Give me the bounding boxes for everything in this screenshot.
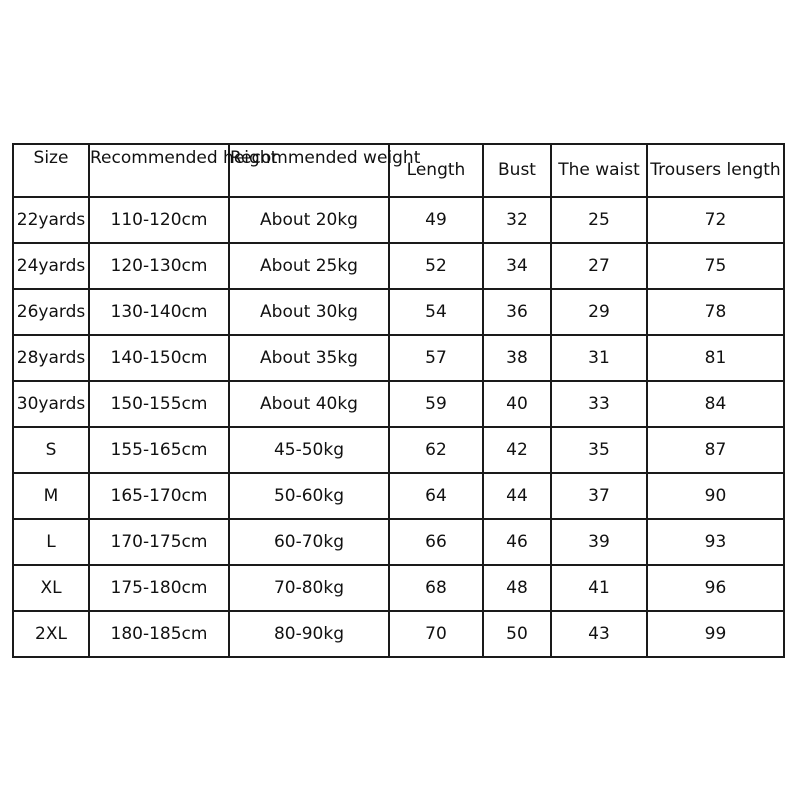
cell-bust: 42 xyxy=(483,427,551,473)
cell-weight: About 20kg xyxy=(229,197,389,243)
cell-waist: 29 xyxy=(551,289,647,335)
cell-size: 26yards xyxy=(13,289,89,335)
cell-size: M xyxy=(13,473,89,519)
cell-height: 170-175cm xyxy=(89,519,229,565)
cell-height: 180-185cm xyxy=(89,611,229,657)
table-row xyxy=(13,381,784,427)
cell-waist: 35 xyxy=(551,427,647,473)
cell-trousers-length: 87 xyxy=(647,427,784,473)
cell-length: 68 xyxy=(389,565,483,611)
cell-waist: 31 xyxy=(551,335,647,381)
cell-weight: 50-60kg xyxy=(229,473,389,519)
cell-height: 110-120cm xyxy=(89,197,229,243)
cell-weight: 45-50kg xyxy=(229,427,389,473)
cell-waist: 39 xyxy=(551,519,647,565)
cell-weight: About 25kg xyxy=(229,243,389,289)
table-row xyxy=(13,427,784,473)
cell-size: 24yards xyxy=(13,243,89,289)
cell-height: 175-180cm xyxy=(89,565,229,611)
cell-bust: 50 xyxy=(483,611,551,657)
cell-waist: 25 xyxy=(551,197,647,243)
cell-waist: 43 xyxy=(551,611,647,657)
header-length: Length xyxy=(389,144,483,197)
cell-trousers-length: 81 xyxy=(647,335,784,381)
cell-length: 59 xyxy=(389,381,483,427)
cell-trousers-length: 99 xyxy=(647,611,784,657)
cell-size: S xyxy=(13,427,89,473)
cell-trousers-length: 78 xyxy=(647,289,784,335)
header-waist: The waist xyxy=(551,144,647,197)
cell-size: 28yards xyxy=(13,335,89,381)
cell-bust: 34 xyxy=(483,243,551,289)
table-row xyxy=(13,473,784,519)
header-bust: Bust xyxy=(483,144,551,197)
header-size: Size xyxy=(13,144,89,197)
cell-length: 52 xyxy=(389,243,483,289)
table-row xyxy=(13,243,784,289)
table-row xyxy=(13,565,784,611)
cell-height: 130-140cm xyxy=(89,289,229,335)
cell-bust: 48 xyxy=(483,565,551,611)
cell-height: 165-170cm xyxy=(89,473,229,519)
cell-trousers-length: 72 xyxy=(647,197,784,243)
cell-bust: 40 xyxy=(483,381,551,427)
cell-trousers-length: 96 xyxy=(647,565,784,611)
cell-trousers-length: 75 xyxy=(647,243,784,289)
cell-weight: About 40kg xyxy=(229,381,389,427)
header-row xyxy=(13,144,784,197)
cell-waist: 27 xyxy=(551,243,647,289)
cell-length: 64 xyxy=(389,473,483,519)
cell-bust: 32 xyxy=(483,197,551,243)
cell-bust: 44 xyxy=(483,473,551,519)
cell-bust: 38 xyxy=(483,335,551,381)
cell-waist: 37 xyxy=(551,473,647,519)
cell-waist: 33 xyxy=(551,381,647,427)
table-row xyxy=(13,519,784,565)
cell-size: L xyxy=(13,519,89,565)
cell-bust: 36 xyxy=(483,289,551,335)
cell-weight: About 30kg xyxy=(229,289,389,335)
cell-weight: 80-90kg xyxy=(229,611,389,657)
cell-size: 30yards xyxy=(13,381,89,427)
header-recommended-height: Recommended height xyxy=(89,144,229,197)
cell-trousers-length: 90 xyxy=(647,473,784,519)
cell-bust: 46 xyxy=(483,519,551,565)
header-recommended-weight: Recommended weight xyxy=(229,144,389,197)
cell-length: 62 xyxy=(389,427,483,473)
cell-trousers-length: 84 xyxy=(647,381,784,427)
table-row xyxy=(13,197,784,243)
cell-length: 70 xyxy=(389,611,483,657)
cell-length: 49 xyxy=(389,197,483,243)
cell-size: XL xyxy=(13,565,89,611)
cell-size: 22yards xyxy=(13,197,89,243)
cell-length: 66 xyxy=(389,519,483,565)
header-trousers-length: Trousers length xyxy=(647,144,784,197)
cell-length: 57 xyxy=(389,335,483,381)
cell-trousers-length: 93 xyxy=(647,519,784,565)
cell-weight: About 35kg xyxy=(229,335,389,381)
table-row xyxy=(13,611,784,657)
cell-waist: 41 xyxy=(551,565,647,611)
size-chart-table xyxy=(12,143,785,658)
cell-height: 155-165cm xyxy=(89,427,229,473)
cell-length: 54 xyxy=(389,289,483,335)
table-row xyxy=(13,289,784,335)
cell-weight: 60-70kg xyxy=(229,519,389,565)
cell-height: 150-155cm xyxy=(89,381,229,427)
cell-height: 140-150cm xyxy=(89,335,229,381)
cell-weight: 70-80kg xyxy=(229,565,389,611)
cell-size: 2XL xyxy=(13,611,89,657)
table-row xyxy=(13,335,784,381)
cell-height: 120-130cm xyxy=(89,243,229,289)
size-chart-body xyxy=(13,197,784,657)
